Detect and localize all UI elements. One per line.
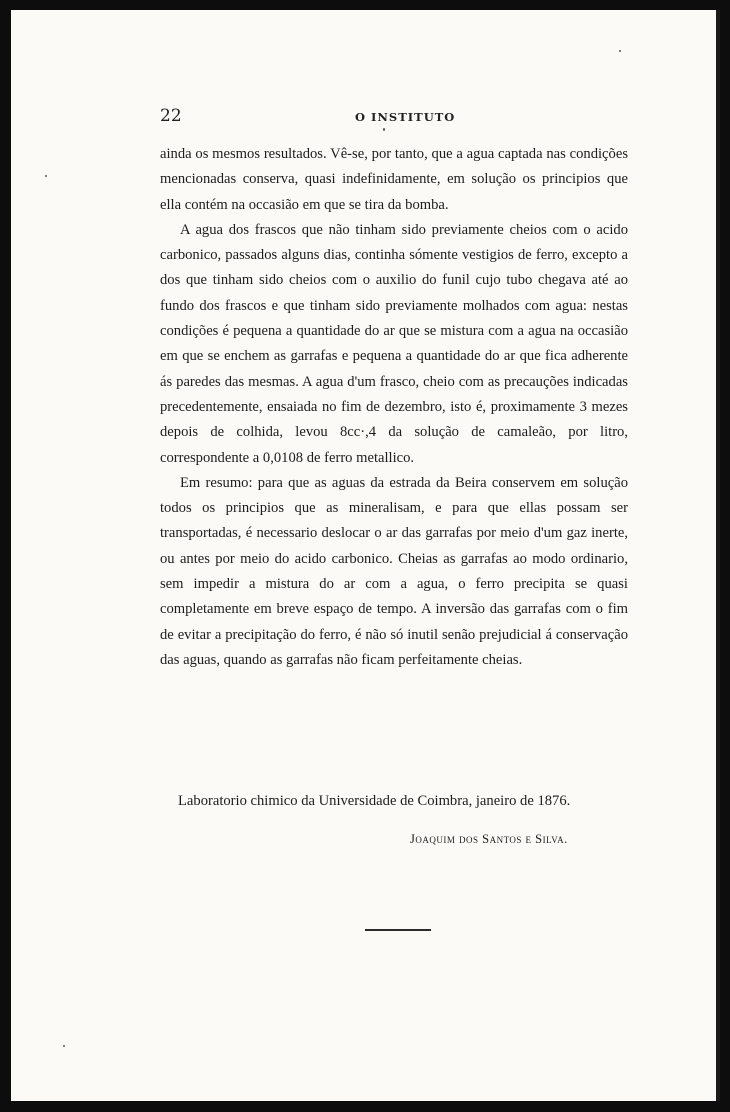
page-number: 22: [160, 106, 182, 126]
paper-speck: [619, 50, 621, 52]
author-signature: Joaquim dos Santos e Silva.: [410, 832, 568, 846]
body-text: [160, 142, 628, 673]
running-head: O INSTITUTO: [355, 110, 456, 124]
paragraph: Em resumo: para que as aguas da estrada da Beira conservem em solução todos os principios que as mineralisam, e para que ellas possam ser transportadas, é necessario deslocar o ar das garrafas por meio d'um gaz inerte, ou antes por meio do acido carbonico. Cheias as garrafas ao modo ordinario, sem impedir a mistura do ar com a agua, o ferro precipita se quasi completamente em breve espaço de tempo. A inversão das garrafas com o fim de evitar a precipitação do ferro, é não só inutil senão prejudicial á conservação das aguas, quando as garrafas não ficam perfeitamente cheias.: [160, 474, 628, 668]
paper-speck: [63, 1045, 65, 1047]
paper-speck: [45, 175, 47, 177]
signoff-line: Laboratorio chimico da Universidade de Coimbra, janeiro de 1876.: [178, 793, 571, 809]
page-header: [160, 106, 630, 130]
paragraph: A agua dos frascos que não tinham sido previamente cheios com o acido carbonico, passados alguns dias, continha sómente vestigios de ferro, excepto a dos que tinham sido cheios com o auxilio do funil cujo tubo chegava até ao fundo dos frascos e que tinham sido previamente molhados com agua: nestas condições é pequena a quantidade do ar que se mistura com a agua na occasião em que se enchem as garrafas e pequena a quantidade do ar que fica adherente ás paredes das mesmas. A agua d'um frasco, cheio com as precauções indicadas precedentemente, ensaiada no fim de dezembro, isto é, proximamente 3 mezes depois de colhida, levou 8cc·,4 da solução de camaleão, por litro, correspondente a 0,0108 de ferro metallico.: [160, 221, 628, 466]
end-rule: [365, 929, 431, 931]
paragraph: ainda os mesmos resultados. Vê-se, por tanto, que a agua captada nas condições mencionadas conserva, quasi indefinidamente, em solução os principios que ella contém na occasião em que se tira da bomba.: [160, 146, 628, 213]
